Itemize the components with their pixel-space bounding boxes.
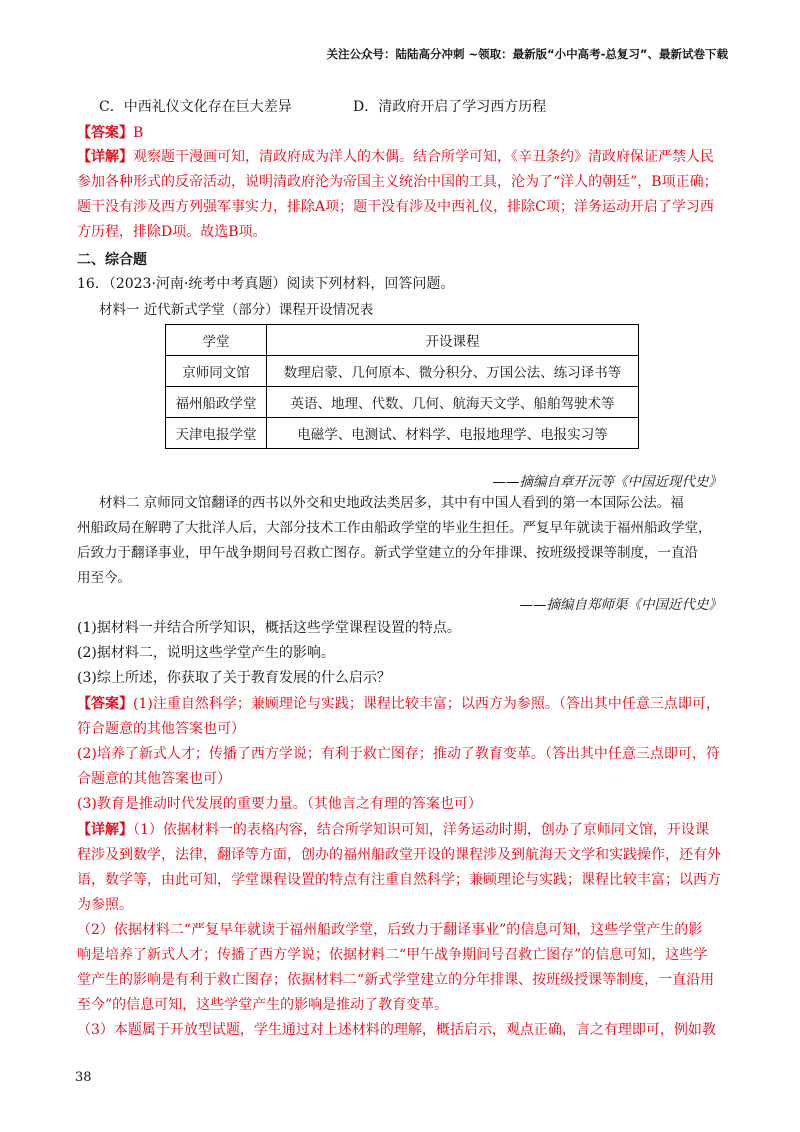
detail-line: 观察题干漫画可知，清政府成为洋人的木偶。结合所学可知，《辛丑条约》清政府保证严禁人民 xyxy=(133,149,714,165)
detail-line: 响是培养了新式人才；传播了西方学说；依据材料二“甲午战争期间号召救亡图存”的信息可知，这些学 xyxy=(77,947,708,963)
answer-line: 符合题意的其他答案也可） xyxy=(77,721,245,737)
prev-answer xyxy=(77,122,143,142)
q16-answer xyxy=(77,692,723,817)
table-row xyxy=(166,356,639,387)
sub-question-1: (1)据材料一并结合所学知识，概括这些学堂课程设置的特点。 xyxy=(77,620,461,636)
detail-line: （2）依据材料二“严复早年就读于福州船政学堂，后致力于翻译事业”的信息可知，这些学堂产生的影 xyxy=(77,922,703,938)
table-cell: 福州船政学堂 xyxy=(166,387,267,418)
page-header: 关注公众号：陆陆高分冲刺 ~领取：最新版“小中高考-总复习”、最新试卷下载 xyxy=(326,47,728,61)
table-row xyxy=(166,418,639,449)
page-number: 38 xyxy=(75,1070,92,1085)
material2-line: 材料二 京师同文馆翻译的西书以外交和史地政法类居多，其中有中国人看到的第一本国际公法。福 xyxy=(99,495,684,511)
detail-line: 堂产生的影响是有利于救亡图存；依据材料二“新式学堂建立的分年排课、按班级授课等制度，一直沿用 xyxy=(77,972,715,988)
material2-source: ——摘编自郑师渠《中国近代史》 xyxy=(519,597,722,613)
material1-source: ——摘编自章开沅等《中国近现代史》 xyxy=(492,474,722,490)
detail-line: 语，数学等，由此可知，学堂课程设置的特点有注重自然科学；兼顾理论与实践；课程比较丰富；以西方 xyxy=(77,872,721,888)
detail-label: 【详解】 xyxy=(77,149,133,165)
material2-line: 后致力于翻译事业，甲午战争期间号召救亡图存。新式学堂建立的分年排课、按班级授课等制度，一直沿 xyxy=(77,545,698,561)
detail-line: 题干没有涉及西方列强军事实力，排除A项；题干没有涉及中西礼仪，排除C项；洋务运动开启了学习西 xyxy=(77,199,714,215)
material2-line: 用至今。 xyxy=(77,570,131,586)
table-cell: 数理启蒙、几何原本、微分积分、万国公法、练习译书等 xyxy=(267,356,639,387)
table-cell: 天津电报学堂 xyxy=(166,418,267,449)
material2-line: 州船政局在解聘了大批洋人后，大部分技术工作由船政学堂的毕业生担任。严复早年就读于福州船政学堂， xyxy=(77,520,712,536)
table-cell: 电磁学、电测试、材料学、电报地理学、电报实习等 xyxy=(267,418,639,449)
material1-title: 材料一 近代新式学堂（部分）课程开设情况表 xyxy=(99,302,374,318)
table-header-cell: 学堂 xyxy=(166,325,267,356)
detail-line: 方历程，排除D项。故选B项。 xyxy=(77,224,267,240)
question-stem: 16．（2023·河南·统考中考真题）阅读下列材料，回答问题。 xyxy=(77,276,455,292)
sub-question-3: (3)综上所述，你获取了关于教育发展的什么启示？ xyxy=(77,670,391,686)
detail-label: 【详解】 xyxy=(77,822,133,838)
table-header-row xyxy=(166,325,639,356)
answer-label: 【答案】 xyxy=(77,696,133,712)
answer-line: (1)注重自然科学；兼顾理论与实践；课程比较丰富；以西方为参照。（答出其中任意三点即可， xyxy=(133,696,720,712)
answer-line: 合题意的其他答案也可） xyxy=(77,771,231,787)
detail-line: 参加各种形式的反帝活动，说明清政府沦为帝国主义统治中国的工具，沦为了“洋人的朝廷”，B项正确； xyxy=(77,174,718,190)
table-header-cell: 开设课程 xyxy=(267,325,639,356)
option-row xyxy=(99,96,547,116)
material2 xyxy=(77,491,723,591)
detail-line: 程涉及到数学，法律，翻译等方面，创办的福州船政堂开设的课程涉及到航海天文学和实践操作，还有外 xyxy=(77,847,721,863)
section-title: 二、综合题 xyxy=(77,252,147,268)
table-cell: 京师同文馆 xyxy=(166,356,267,387)
answer-value: B xyxy=(133,125,144,141)
sub-question-2: (2)据材料二，说明这些学堂产生的影响。 xyxy=(77,645,335,661)
detail-line: （3）本题属于开放型试题，学生通过对上述材料的理解，概括启示，观点正确，言之有理即可，例如教 xyxy=(77,1022,716,1038)
detail-line: （1）依据材料一的表格内容，结合所学知识可知，洋务运动时期，创办了京师同文馆，开设课 xyxy=(133,822,709,838)
prev-detail xyxy=(77,145,723,245)
detail-line: 至今”的信息可知，这些学堂产生的影响是推动了教育变革。 xyxy=(77,997,449,1013)
answer-line: (3)教育是推动时代发展的重要力量。（其他言之有理的答案也可） xyxy=(77,796,482,812)
option-c: C．中西礼仪文化存在巨大差异 xyxy=(99,99,292,115)
q16-detail xyxy=(77,818,723,1043)
detail-line: 为参照。 xyxy=(77,897,133,913)
answer-line: (2)培养了新式人才；传播了西方学说；有利于救亡图存；推动了教育变革。（答出其中任意三点即可，符 xyxy=(77,746,720,762)
course-table xyxy=(165,324,639,449)
answer-label: 【答案】 xyxy=(77,125,133,141)
option-d: D．清政府开启了学习西方历程 xyxy=(353,99,547,115)
table-row xyxy=(166,387,639,418)
table-cell: 英语、地理、代数、几何、航海天文学、船舶驾驶术等 xyxy=(267,387,639,418)
